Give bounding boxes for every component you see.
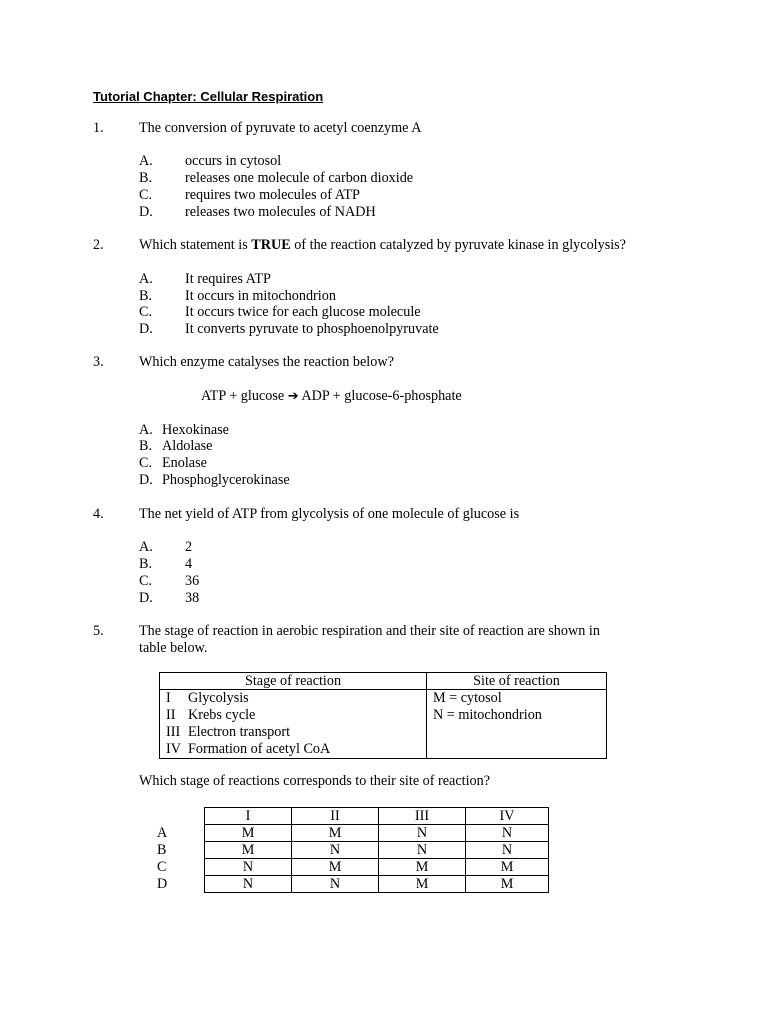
row-label: A bbox=[157, 825, 168, 841]
option-text: 36 bbox=[185, 573, 200, 589]
option-label: D. bbox=[139, 590, 153, 606]
question-stem: Which enzyme catalyses the reaction below? bbox=[139, 354, 394, 370]
option-label: C. bbox=[139, 573, 153, 589]
option-text: It converts pyruvate to phosphoenolpyruvate bbox=[185, 321, 439, 337]
option-label: B. bbox=[139, 288, 153, 304]
option-label: B. bbox=[139, 556, 153, 572]
site-item: N = mitochondrion bbox=[433, 707, 542, 723]
table-cell: N bbox=[466, 842, 549, 859]
option-text: releases two molecules of NADH bbox=[185, 204, 376, 220]
option-label: D. bbox=[139, 472, 153, 488]
option-label: A. bbox=[139, 271, 153, 287]
table-header: II bbox=[292, 808, 379, 825]
stage-item: II Krebs cycle bbox=[166, 707, 256, 723]
question-stem: The conversion of pyruvate to acetyl coenzyme A bbox=[139, 120, 422, 136]
question-number: 5. bbox=[93, 623, 104, 639]
table-row bbox=[205, 876, 549, 893]
option-text: 38 bbox=[185, 590, 200, 606]
site-item: M = cytosol bbox=[433, 690, 502, 706]
stage-item: III Electron transport bbox=[166, 724, 291, 740]
option-label: A. bbox=[139, 539, 153, 555]
reaction-equation bbox=[201, 388, 462, 405]
table-cell: M bbox=[466, 859, 549, 876]
option-text: releases one molecule of carbon dioxide bbox=[185, 170, 414, 186]
option-text: It occurs twice for each glucose molecule bbox=[185, 304, 421, 320]
option-label: C. bbox=[139, 187, 153, 203]
table-cell: N bbox=[379, 825, 466, 842]
page-title: Tutorial Chapter: Cellular Respiration bbox=[93, 89, 324, 104]
option-label: C. bbox=[139, 455, 153, 471]
option-label: A. bbox=[139, 422, 153, 438]
table-cell: M bbox=[379, 859, 466, 876]
table-cell: N bbox=[466, 825, 549, 842]
option-text: requires two molecules of ATP bbox=[185, 187, 360, 203]
table-cell: M bbox=[466, 876, 549, 893]
table-row bbox=[205, 825, 549, 842]
table-cell: M bbox=[292, 859, 379, 876]
table-row bbox=[205, 859, 549, 876]
stem-text: Which statement is bbox=[139, 237, 252, 253]
question-text: Which stage of reactions corresponds to their site of reaction? bbox=[139, 773, 491, 789]
table-cell: N bbox=[379, 842, 466, 859]
equation-products: ADP + glucose-6-phosphate bbox=[301, 388, 462, 404]
option-text: occurs in cytosol bbox=[185, 153, 282, 169]
stage-item: IV Formation of acetyl CoA bbox=[166, 741, 331, 757]
question-stem: The stage of reaction in aerobic respiration and their site of reaction are shown in bbox=[139, 623, 600, 639]
row-label: C bbox=[157, 859, 167, 875]
row-label: B bbox=[157, 842, 167, 858]
question-number: 3. bbox=[93, 354, 104, 370]
table-header-site: Site of reaction bbox=[427, 673, 607, 690]
question-stem bbox=[139, 237, 626, 254]
question-stem: table below. bbox=[139, 640, 208, 656]
option-text: It requires ATP bbox=[185, 271, 271, 287]
table-cell: N bbox=[292, 876, 379, 893]
option-label: B. bbox=[139, 170, 153, 186]
option-label: D. bbox=[139, 321, 153, 337]
option-text: Enolase bbox=[162, 455, 207, 471]
row-label: D bbox=[157, 876, 168, 892]
stem-text: of the reaction catalyzed by pyruvate kinase in glycolysis? bbox=[290, 237, 626, 253]
table-cell: N bbox=[292, 842, 379, 859]
table-cell: M bbox=[205, 825, 292, 842]
table-header-row bbox=[205, 808, 549, 825]
arrow-right-icon: ➔ bbox=[287, 389, 299, 404]
stage-site-table bbox=[159, 672, 607, 759]
table-header: I bbox=[205, 808, 292, 825]
stem-emphasis: TRUE bbox=[251, 237, 291, 253]
table-header-stage: Stage of reaction bbox=[160, 673, 427, 690]
equation-reactants: ATP + glucose bbox=[201, 388, 285, 404]
option-label: C. bbox=[139, 304, 153, 320]
option-text: 2 bbox=[185, 539, 193, 555]
option-text: Phosphoglycerokinase bbox=[162, 472, 290, 488]
table-header: III bbox=[379, 808, 466, 825]
answer-matrix-table bbox=[204, 807, 549, 893]
question-stem: The net yield of ATP from glycolysis of one molecule of glucose is bbox=[139, 506, 520, 522]
option-text: 4 bbox=[185, 556, 193, 572]
table-header: IV bbox=[466, 808, 549, 825]
table-cell: M bbox=[379, 876, 466, 893]
stage-item: I Glycolysis bbox=[166, 690, 249, 706]
option-label: D. bbox=[139, 204, 153, 220]
sites-cell bbox=[427, 690, 607, 759]
stages-cell bbox=[160, 690, 427, 759]
table-cell: N bbox=[205, 859, 292, 876]
option-text: Aldolase bbox=[162, 438, 213, 454]
question-number: 1. bbox=[93, 120, 104, 136]
table-cell: N bbox=[205, 876, 292, 893]
option-label: B. bbox=[139, 438, 153, 454]
option-text: Hexokinase bbox=[162, 422, 229, 438]
table-cell: M bbox=[292, 825, 379, 842]
table-cell: M bbox=[205, 842, 292, 859]
question-number: 2. bbox=[93, 237, 104, 253]
question-number: 4. bbox=[93, 506, 104, 522]
option-label: A. bbox=[139, 153, 153, 169]
option-text: It occurs in mitochondrion bbox=[185, 288, 336, 304]
table-row bbox=[205, 842, 549, 859]
